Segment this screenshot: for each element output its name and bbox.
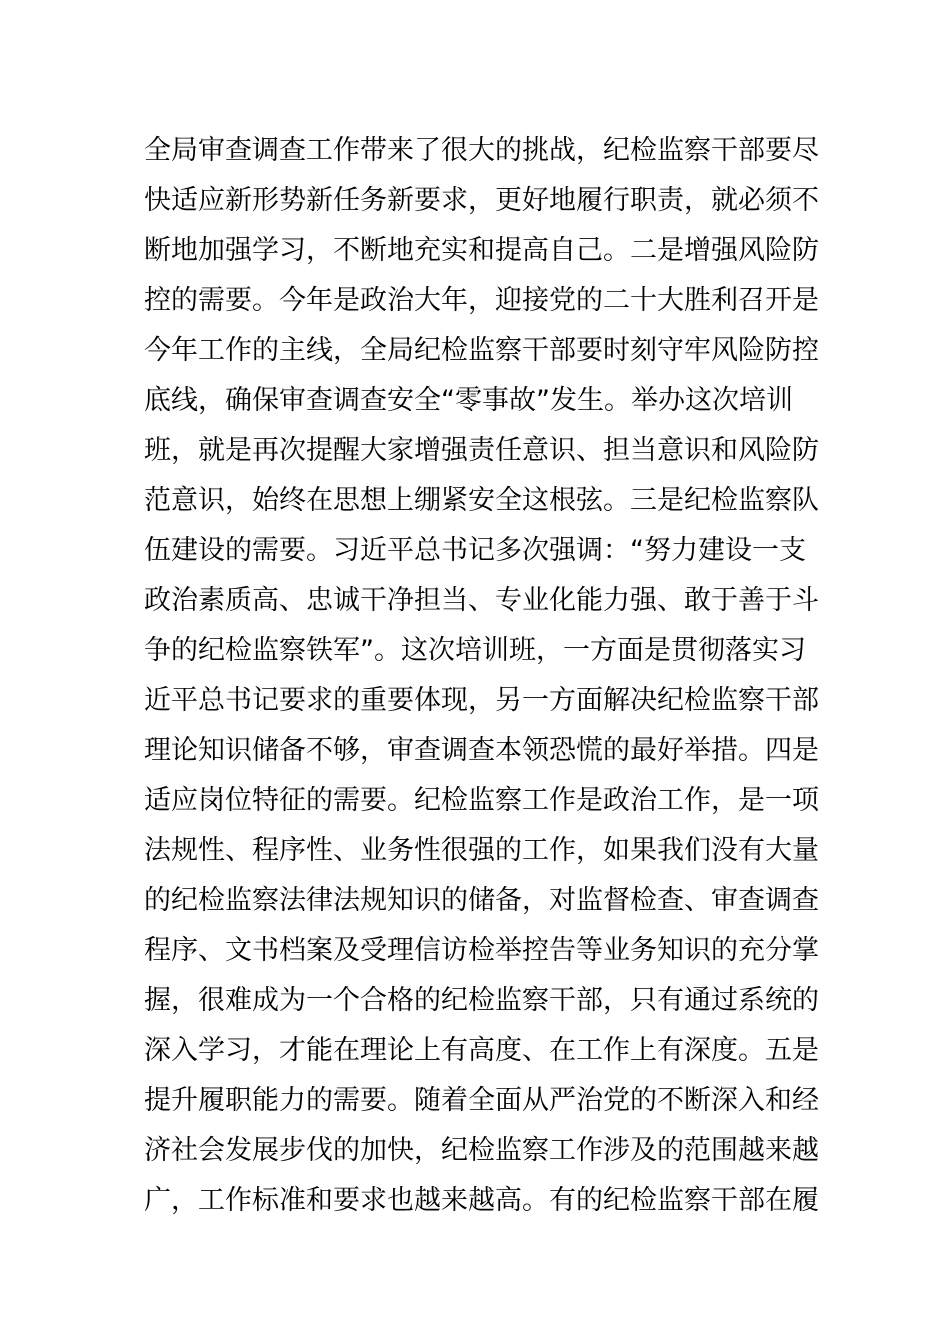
text-line: 济社会发展步伐的加快，纪检监察工作涉及的范围越来越 <box>144 1135 819 1166</box>
text-line: 断地加强学习，不断地充实和提高自己。二是增强风险防 <box>144 235 819 266</box>
text-line: 争的纪检监察铁军”。这次培训班，一方面是贯彻落实习 <box>144 635 806 666</box>
text-line: 程序、文书档案及受理信访检举控告等业务知识的充分掌 <box>144 935 819 966</box>
body-text <box>144 126 819 1226</box>
text-line: 班，就是再次提醒大家增强责任意识、担当意识和风险防 <box>144 435 819 466</box>
text-line: 广，工作标准和要求也越来越高。有的纪检监察干部在履 <box>144 1185 819 1216</box>
text-line: 控的需要。今年是政治大年，迎接党的二十大胜利召开是 <box>144 285 819 316</box>
text-line: 深入学习，才能在理论上有高度、在工作上有深度。五是 <box>144 1035 819 1066</box>
text-line: 政治素质高、忠诚干净担当、专业化能力强、敢于善于斗 <box>144 585 819 616</box>
text-line: 快适应新形势新任务新要求，更好地履行职责，就必须不 <box>144 185 819 216</box>
text-line: 理论知识储备不够，审查调查本领恐慌的最好举措。四是 <box>144 735 819 766</box>
text-line: 提升履职能力的需要。随着全面从严治党的不断深入和经 <box>144 1085 819 1116</box>
text-line: 近平总书记要求的重要体现，另一方面解决纪检监察干部 <box>144 685 819 716</box>
text-line: 握，很难成为一个合格的纪检监察干部，只有通过系统的 <box>144 985 819 1016</box>
text-line: 伍建设的需要。习近平总书记多次强调：“努力建设一支 <box>144 535 806 566</box>
text-line: 的纪检监察法律法规知识的储备，对监督检查、审查调查 <box>144 885 819 916</box>
text-line: 全局审查调查工作带来了很大的挑战，纪检监察干部要尽 <box>144 135 819 166</box>
text-line: 底线，确保审查调查安全“零事故”发生。举办这次培训 <box>144 385 793 416</box>
text-line: 今年工作的主线，全局纪检监察干部要时刻守牢风险防控 <box>144 335 819 366</box>
text-line: 法规性、程序性、业务性很强的工作，如果我们没有大量 <box>144 835 819 866</box>
text-line: 适应岗位特征的需要。纪检监察工作是政治工作，是一项 <box>144 785 819 816</box>
text-line: 范意识，始终在思想上绷紧安全这根弦。三是纪检监察队 <box>144 485 819 516</box>
